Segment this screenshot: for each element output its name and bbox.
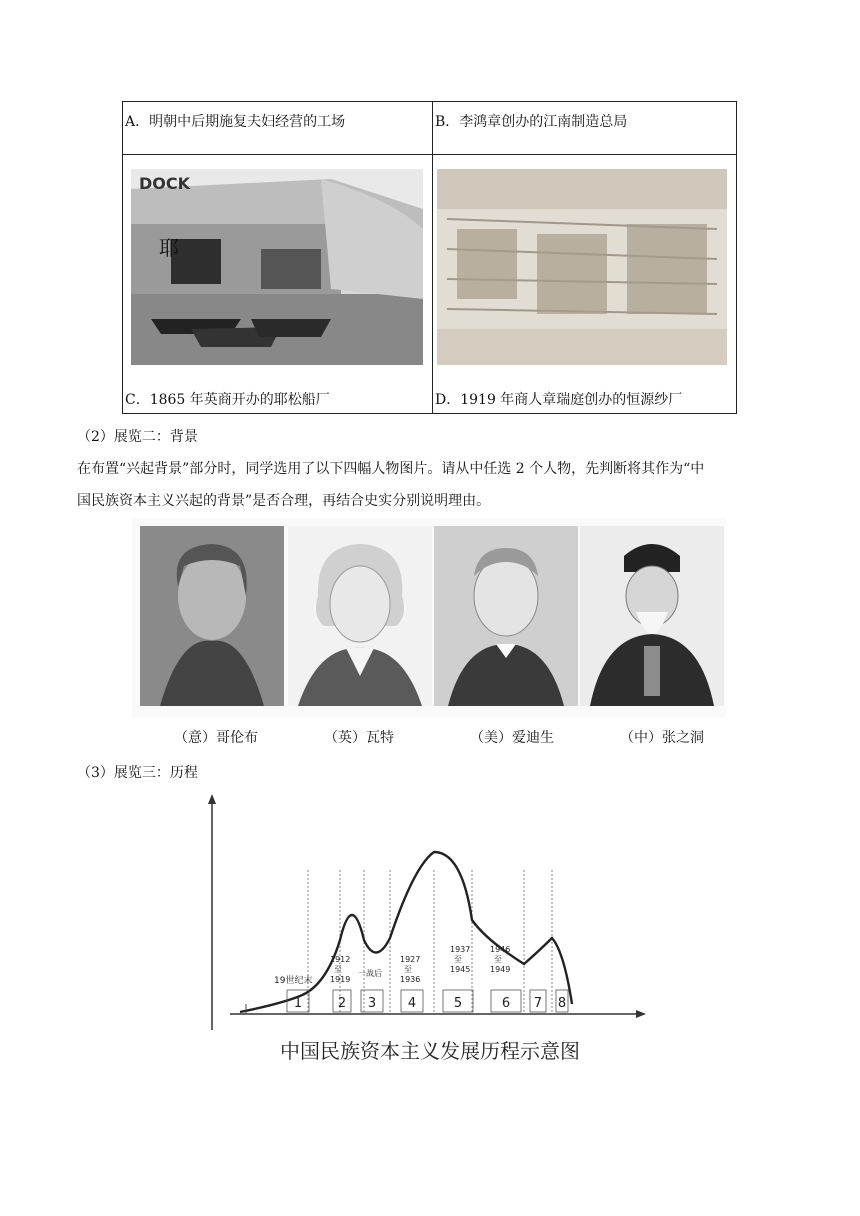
option-a-cell: [123, 102, 433, 155]
portrait-caption-3: （美）爱迪生: [470, 730, 554, 746]
stage-label-6-start: 1946: [490, 945, 511, 954]
edison-portrait: [434, 526, 578, 706]
stage-number: 5: [453, 996, 463, 1011]
portrait-caption-1: （意）哥伦布: [174, 730, 258, 746]
option-a-label: A．明朝中后期施复夫妇经营的工场: [125, 114, 346, 130]
option-c-label: C．1865 年英商开办的耶松船厂: [125, 392, 330, 408]
option-d-cell: [433, 155, 737, 414]
option-b-label: B．李鸿章创办的江南制造总局: [435, 114, 628, 130]
stage-label-6-end: 1949: [490, 965, 511, 974]
section2-heading: （2）展览二：背景: [77, 429, 198, 445]
columbus-portrait: [140, 526, 284, 706]
zhang-zhidong-portrait: [580, 526, 724, 706]
stage-label-2-end: 1919: [330, 975, 351, 984]
stage-number: 8: [557, 996, 567, 1011]
stage-label-4-end: 1936: [400, 975, 421, 984]
section3-heading: （3）展览三：历程: [77, 765, 198, 781]
stage-label-4-mid: 至: [404, 965, 412, 974]
options-table: [122, 101, 737, 414]
dock-sign: DOCK: [139, 174, 191, 193]
stage-number: 2: [337, 996, 347, 1011]
stage-label-2-mid: 至: [334, 965, 342, 974]
stage-label-6-mid: 至: [494, 955, 502, 964]
x-axis-arrow: [636, 1010, 646, 1018]
stage-label-5-mid: 至: [454, 955, 462, 964]
stage-label-3-period: 一战后: [358, 969, 382, 978]
stage-number: 7: [533, 996, 543, 1011]
sign-character: 耶: [159, 236, 179, 260]
option-c-cell: [123, 155, 433, 414]
stage-label-1-period: 19世纪末: [274, 976, 313, 986]
stage-label-4-start: 1927: [400, 955, 421, 964]
stage-label-5-end: 1945: [450, 965, 471, 974]
portrait-caption-2: （英）瓦特: [324, 730, 394, 746]
portrait-caption-4: （中）张之洞: [620, 730, 704, 746]
stage-number: 4: [407, 996, 417, 1011]
stage-number: 6: [501, 996, 511, 1011]
chart-title: 中国民族资本主义发展历程示意图: [280, 1039, 580, 1063]
section2-prompt-line2: 国民族资本主义兴起的背景”是否合理，再结合史实分别说明理由。: [77, 493, 491, 509]
spinning-mill-photo: [437, 169, 727, 365]
development-curve: [240, 852, 572, 1012]
shipyard-photo: [131, 169, 423, 365]
stage-number: 1: [293, 996, 303, 1011]
y-axis-arrow: [208, 794, 216, 804]
option-d-label: D．1919 年商人章瑞庭创办的恒源纱厂: [435, 392, 683, 408]
stage-label-2-start: 1912: [330, 955, 351, 964]
option-b-cell: [433, 102, 737, 155]
section2-prompt-line1: 在布置“兴起背景”部分时，同学选用了以下四幅人物图片。请从中任选 2 个人物，先判断将其作为“中: [77, 461, 705, 477]
development-chart: [200, 790, 660, 1080]
stage-number: 3: [367, 996, 377, 1011]
watt-portrait: [288, 526, 432, 706]
portrait-strip: [132, 518, 726, 718]
stage-label-5-start: 1937: [450, 945, 471, 954]
